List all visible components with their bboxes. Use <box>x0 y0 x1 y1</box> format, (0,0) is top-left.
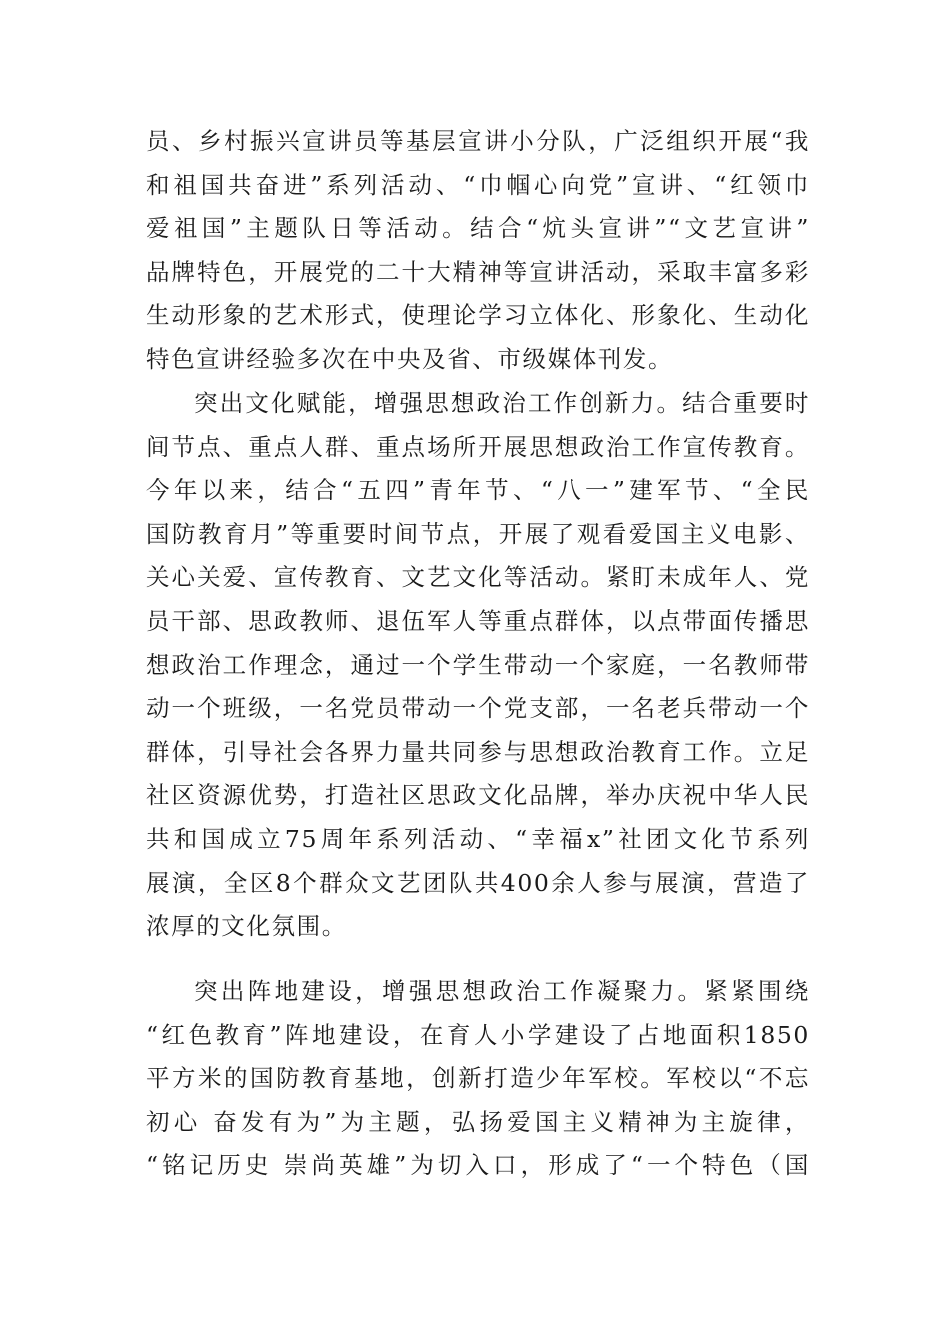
paragraph-line: 和祖国共奋进”系列活动、“巾帼心向党”宣讲、“红领巾 <box>146 170 810 199</box>
paragraph-line: 社区资源优势，打造社区思政文化品牌，举办庆祝中华人民 <box>146 781 810 810</box>
paragraph-line: 共和国成立75周年系列活动、“幸福x”社团文化节系列 <box>146 824 810 853</box>
paragraph-line: 爱祖国”主题队日等活动。结合“炕头宣讲”“文艺宣讲” <box>146 214 810 243</box>
paragraph-line: 间节点、重点人群、重点场所开展思想政治工作宣传教育。 <box>146 432 810 461</box>
paragraph-line: 特色宣讲经验多次在中央及省、市级媒体刊发。 <box>146 344 674 373</box>
paragraph-line: “红色教育”阵地建设，在育人小学建设了占地面积1850 <box>146 1020 810 1049</box>
paragraph-line: “铭记历史 崇尚英雄”为切入口，形成了“一个特色（国 <box>146 1151 810 1180</box>
paragraph-line: 员干部、思政教师、退伍军人等重点群体，以点带面传播思 <box>146 606 810 635</box>
paragraph-line: 生动形象的艺术形式，使理论学习立体化、形象化、生动化 <box>146 301 810 330</box>
paragraph-2 <box>146 382 810 949</box>
paragraph-line: 初心 奋发有为”为主题，弘扬爱国主义精神为主旋律， <box>146 1107 810 1136</box>
paragraph-1 <box>146 120 810 382</box>
paragraph-line: 想政治工作理念，通过一个学生带动一个家庭，一名教师带 <box>146 650 810 679</box>
paragraph-3 <box>146 970 810 1188</box>
paragraph-line: 平方米的国防教育基地，创新打造少年军校。军校以“不忘 <box>146 1064 810 1093</box>
paragraph-line: 今年以来，结合“五四”青年节、“八一”建军节、“全民 <box>146 476 810 505</box>
paragraph-line: 突出文化赋能，增强思想政治工作创新力。结合重要时 <box>194 389 810 417</box>
paragraph-line: 突出阵地建设，增强思想政治工作凝聚力。紧紧围绕 <box>194 977 810 1005</box>
paragraph-line: 关心关爱、宣传教育、文艺文化等活动。紧盯未成年人、党 <box>146 563 810 592</box>
paragraph-line: 动一个班级，一名党员带动一个党支部，一名老兵带动一个 <box>146 694 810 723</box>
paragraph-line: 员、乡村振兴宣讲员等基层宣讲小分队，广泛组织开展“我 <box>146 127 810 155</box>
paragraph-line: 展演，全区8个群众文艺团队共400余人参与展演，营造了 <box>146 868 810 897</box>
paragraph-line: 群体，引导社会各界力量共同参与思想政治教育工作。立足 <box>146 737 810 766</box>
paragraph-line: 品牌特色，开展党的二十大精神等宣讲活动，采取丰富多彩 <box>146 257 810 286</box>
paragraph-line: 浓厚的文化氛围。 <box>146 912 347 941</box>
paragraph-line: 国防教育月”等重要时间节点，开展了观看爱国主义电影、 <box>146 519 810 548</box>
